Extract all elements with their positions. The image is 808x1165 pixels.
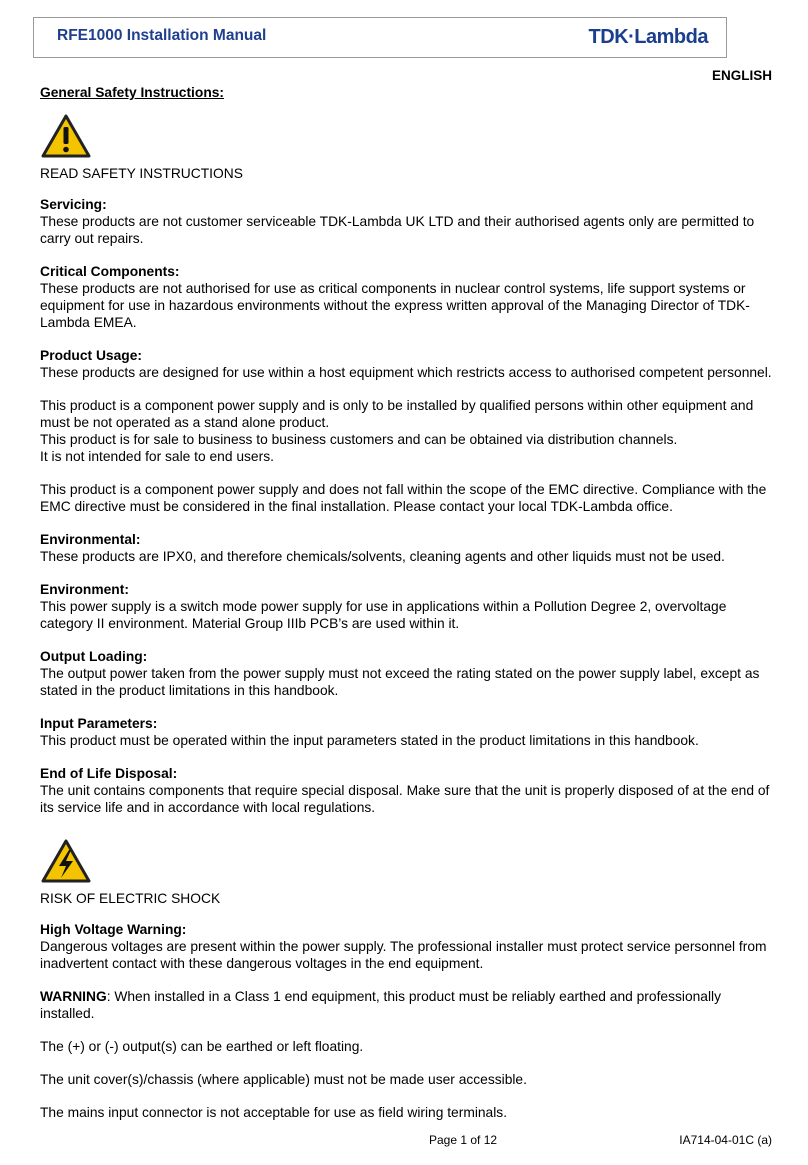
section-environment — [40, 581, 776, 632]
section-title: Input Parameters: — [40, 716, 158, 731]
page-number: Page 1 of 12 — [429, 1133, 498, 1147]
section-title: Product Usage: — [40, 348, 142, 363]
section-body: These products are not authorised for use as critical components in nuclear control systems, life support systems or equipment for use in hazardous environments without the express written approval of the Managing Director of TDK-Lambda EMEA. — [40, 281, 750, 330]
page-header — [33, 17, 727, 58]
usage-line: It is not intended for sale to end users. — [40, 449, 274, 464]
section-body: The unit contains components that require special disposal. Make sure that the unit is properly disposed of at the end of its service life and in accordance with local regulations. — [40, 783, 770, 815]
section-body: These products are IPX0, and therefore chemicals/solvents, cleaning agents and other liquids must not be used. — [40, 549, 725, 564]
manual-title: RFE1000 Installation Manual — [57, 27, 267, 44]
section-title: End of Life Disposal: — [40, 766, 178, 781]
section-servicing — [40, 196, 776, 247]
document-body — [40, 84, 776, 1137]
section-title: Critical Components: — [40, 264, 180, 279]
note-paragraph: The (+) or (-) output(s) can be earthed or left floating. — [40, 1039, 364, 1054]
warning-text: : When installed in a Class 1 end equipment, this product must be reliably earthed and professionally installed. — [40, 989, 721, 1021]
section-title: Output Loading: — [40, 649, 148, 664]
section-title: High Voltage Warning: — [40, 922, 187, 937]
page-heading: General Safety Instructions: — [40, 85, 225, 100]
section-body: Dangerous voltages are present within the power supply. The professional installer must protect service personnel from inadvertent contact with these dangerous voltages in the end equipment. — [40, 939, 767, 971]
document-reference: IA714-04-01C (a) — [679, 1133, 772, 1147]
section-body: This power supply is a switch mode power supply for use in applications within a Pollution Degree 2, overvoltage category II environment. Material Group IIIb PCB’s are used within it. — [40, 599, 727, 631]
note-paragraph: The mains input connector is not acceptable for use as field wiring terminals. — [40, 1105, 508, 1120]
safety-caption: READ SAFETY INSTRUCTIONS — [40, 166, 243, 181]
usage-line: This product is a component power supply and is only to be installed by qualified persons within other equipment and must be not operated as a stand alone product. — [40, 398, 754, 430]
section-body: These products are not customer serviceable TDK-Lambda UK LTD and their authorised agents only are permitted to carry out repairs. — [40, 214, 755, 246]
section-body: These products are designed for use within a host equipment which restricts access to authorised competent personnel. — [40, 365, 772, 380]
section-title: Environment: — [40, 582, 129, 597]
tdk-lambda-logo: TDK·Lambda — [588, 26, 708, 48]
note-paragraph: The unit cover(s)/chassis (where applicable) must not be made user accessible. — [40, 1072, 527, 1087]
section-body: The output power taken from the power supply must not exceed the rating stated on the power supply label, except as stated in the product limitations in this handbook. — [40, 666, 760, 698]
usage-paragraph — [40, 397, 776, 465]
section-critical-components — [40, 263, 776, 331]
usage-line: This product is for sale to business to business customers and can be obtained via distribution channels. — [40, 432, 678, 447]
section-body: This product must be operated within the input parameters stated in the product limitations in this handbook. — [40, 733, 699, 748]
emc-paragraph: This product is a component power supply and does not fall within the scope of the EMC directive. Compliance with the EMC directive must be considered in the final installation. Please contact your local TDK-Lambda office. — [40, 482, 767, 514]
section-end-of-life-disposal — [40, 765, 776, 816]
section-title: Servicing: — [40, 197, 107, 212]
electric-shock-icon — [40, 838, 92, 884]
section-product-usage — [40, 347, 776, 381]
warning-triangle-icon — [40, 113, 92, 159]
shock-caption: RISK OF ELECTRIC SHOCK — [40, 891, 221, 906]
section-environmental — [40, 531, 776, 565]
language-label: ENGLISH — [711, 68, 772, 83]
warning-label: WARNING — [40, 989, 107, 1004]
section-input-parameters — [40, 715, 776, 749]
section-title: Environmental: — [40, 532, 141, 547]
section-high-voltage-warning — [40, 921, 776, 972]
warning-paragraph — [40, 988, 776, 1022]
section-output-loading — [40, 648, 776, 699]
